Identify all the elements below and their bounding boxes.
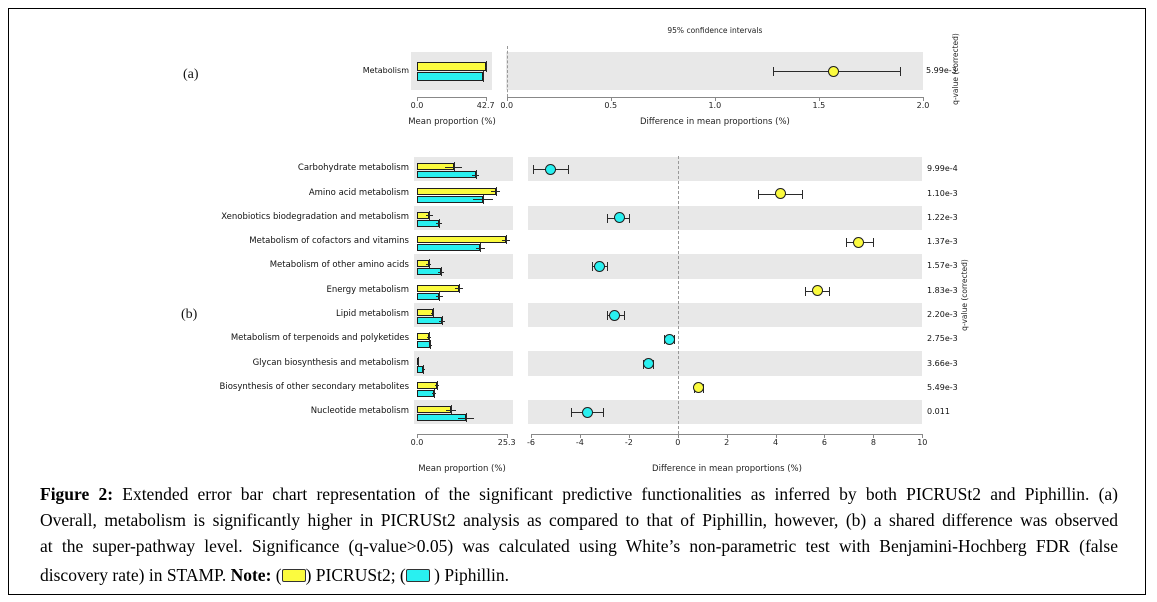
q-axis-label: q-value (corrected) [951, 33, 960, 105]
q-value: 9.99e-4 [927, 164, 958, 174]
category-label: Lipid metabolism [335, 309, 409, 319]
q-value: 2.75e-3 [927, 334, 958, 344]
bar-error-cap [476, 170, 477, 179]
tick-label: -2 [624, 438, 633, 447]
tick-label: 1.5 [812, 101, 826, 110]
caption-line-1-text: Extended error bar chart representation of the significant predictive functionalities as inferred by both PICRUSt2 and Piphillin. (a) [113, 484, 1118, 504]
bar-picrust2 [417, 382, 437, 389]
category-label: Nucleotide metabolism [310, 406, 409, 417]
category-label: Biosynthesis of other secondary metabolites [219, 381, 409, 392]
ci-dot [594, 261, 605, 272]
q-value: 1.83e-3 [927, 285, 958, 295]
ci-dot [853, 237, 864, 248]
row-band [528, 351, 922, 375]
caption-picrust2-label: ) PICRUSt2; ( [305, 565, 406, 585]
bar-picrust2 [417, 236, 506, 243]
category-label: Energy metabolism [326, 284, 409, 295]
ci-cap [629, 214, 630, 223]
ci-dot [664, 334, 675, 345]
tick-label: 25.3 [497, 438, 516, 447]
ci-cap [603, 408, 604, 417]
tick-label: 0.0 [410, 101, 424, 110]
axis-title: Mean proportion (%) [418, 464, 506, 474]
axis-line [417, 434, 507, 435]
panel-a-label: (a) [183, 67, 199, 82]
bar-error-cap [439, 219, 440, 228]
bar-error-cap [430, 340, 431, 349]
ci-dot [609, 310, 620, 321]
tick-label: -4 [575, 438, 584, 447]
tick-label: 0.0 [500, 101, 514, 110]
ci-dot [582, 407, 593, 418]
tick-label: 2.0 [916, 101, 930, 110]
ci-cap [568, 165, 569, 174]
panel-b-label: (b) [181, 307, 198, 322]
category-label: Glycan biosynthesis and metabolism [252, 357, 409, 368]
ci-cap [802, 190, 803, 199]
tick-label: 4 [773, 438, 779, 447]
axis-title: Difference in mean proportions (%) [639, 117, 790, 127]
q-value: 3.66e-3 [927, 358, 958, 368]
bar-error-cap [433, 308, 434, 317]
category-label: Metabolism of terpenoids and polyketides [230, 333, 409, 344]
bar-picrust2 [417, 188, 496, 195]
ci-cap [758, 190, 759, 199]
q-value: 5.49e-3 [927, 382, 958, 392]
tick-label: 6 [821, 438, 828, 447]
bar-error-cap [486, 61, 487, 72]
q-value: 1.57e-3 [927, 261, 958, 271]
q-value: 2.20e-3 [927, 310, 958, 319]
axis-title: Mean proportion (%) [408, 117, 496, 127]
bar-error-cap [480, 243, 481, 252]
tick-label: 42.7 [476, 101, 495, 110]
ci-title: 95% confidence intervals [667, 26, 763, 35]
figure-caption [40, 484, 1118, 588]
bar-piphillin [417, 171, 476, 178]
ci-dot [693, 382, 704, 393]
q-value: 0.011 [927, 407, 950, 417]
tick-label: -6 [527, 438, 535, 447]
zero-dashed-line [507, 46, 508, 97]
caption-paren: ( [271, 565, 282, 585]
axis-line [417, 97, 486, 98]
row-band [528, 303, 922, 327]
axis-title: Difference in mean proportions (%) [652, 464, 802, 474]
bar-error-cap [429, 259, 430, 268]
piphillin-legend-swatch [406, 569, 430, 582]
bar-error-cap [423, 365, 424, 374]
bar-error-cap [496, 187, 497, 196]
caption-figure-number: Figure 2: [40, 484, 114, 504]
q-value: 1.37e-3 [927, 237, 958, 247]
ci-cap [846, 238, 847, 247]
ci-cap [592, 262, 593, 271]
zero-dashed-line [678, 156, 679, 434]
caption-note-label: Note: [230, 565, 272, 585]
bar-piphillin [417, 72, 483, 81]
ci-cap [873, 238, 874, 247]
category-label: Metabolism of cofactors and vitamins [249, 236, 409, 247]
ci-dot [643, 358, 654, 369]
bar-error-cap [483, 195, 484, 204]
row-band [414, 351, 513, 375]
caption-line-3-text: at the super-pathway level. Significance (q-value>0.05) was calculated using White’s non-parametric test with Benjamini-Hochberg FDR (false [40, 536, 1118, 556]
bar-error-cap [459, 284, 460, 293]
category-label: Amino acid metabolism [308, 187, 409, 198]
ci-cap [624, 311, 625, 320]
ci-cap [805, 287, 806, 296]
ci-dot [812, 285, 823, 296]
tick-label: 2 [724, 438, 730, 447]
ci-dot [828, 66, 839, 77]
tick-label: 0.5 [604, 101, 618, 110]
bar-error-cap [454, 162, 455, 171]
ci-cap [571, 408, 572, 417]
bar-error-cap [439, 292, 440, 301]
tick-label: 10 [917, 438, 928, 447]
bar-error-cap [466, 413, 467, 422]
bar-error-cap [483, 71, 484, 82]
caption-line-1 [40, 484, 1118, 510]
tick-label: 0 [675, 438, 681, 447]
tick-label: 0.0 [410, 438, 424, 447]
bar-error-cap [434, 389, 435, 398]
row-band [528, 157, 922, 181]
caption-piphillin-label: ) Piphillin. [429, 565, 510, 585]
ci-dot [614, 212, 625, 223]
bar-picrust2 [417, 62, 486, 71]
category-label: Carbohydrate metabolism [297, 163, 409, 174]
bar-picrust2 [417, 285, 459, 292]
row-band [528, 206, 922, 230]
ci-cap [829, 287, 830, 296]
ci-cap [900, 67, 901, 76]
ci-cap [533, 165, 534, 174]
row-band [411, 52, 492, 90]
q-axis-label: q-value (corrected) [960, 259, 969, 331]
bar-error-cap [429, 211, 430, 220]
tick-label: 8 [870, 438, 876, 447]
bar-error-cap [442, 316, 443, 325]
category-label: Xenobiotics biodegradation and metabolism [221, 211, 409, 222]
q-value: 1.22e-3 [927, 212, 958, 222]
ci-dot [775, 188, 786, 199]
ci-cap [773, 67, 774, 76]
category-label: Metabolism [362, 66, 409, 75]
q-value: 5.99e-3 [926, 66, 957, 75]
caption-line-2 [40, 510, 1118, 536]
bar-error-cap [441, 267, 442, 276]
caption-line-3 [40, 536, 1118, 562]
ci-cap [607, 262, 608, 271]
tick-label: 1.0 [708, 101, 722, 110]
ci-cap [607, 311, 608, 320]
row-band [528, 254, 922, 278]
picrust2-legend-swatch [282, 569, 306, 582]
ci-dot [545, 164, 556, 175]
q-value: 1.10e-3 [927, 188, 958, 198]
caption-line-4 [40, 562, 1118, 588]
bar-error-cap [418, 357, 419, 366]
caption-line-2-text: Overall, metabolism is significantly higher in PICRUSt2 analysis as compared to that of Piphillin, however, (b) a shared difference was observed [40, 510, 1118, 530]
category-label: Metabolism of other amino acids [269, 260, 409, 271]
caption-line-4-text: discovery rate) in STAMP. [40, 565, 231, 585]
bar-error-cap [437, 381, 438, 390]
bar-piphillin [417, 244, 480, 251]
bar-error-cap [506, 235, 507, 244]
ci-cap [607, 214, 608, 223]
bar-error-cap [451, 405, 452, 414]
